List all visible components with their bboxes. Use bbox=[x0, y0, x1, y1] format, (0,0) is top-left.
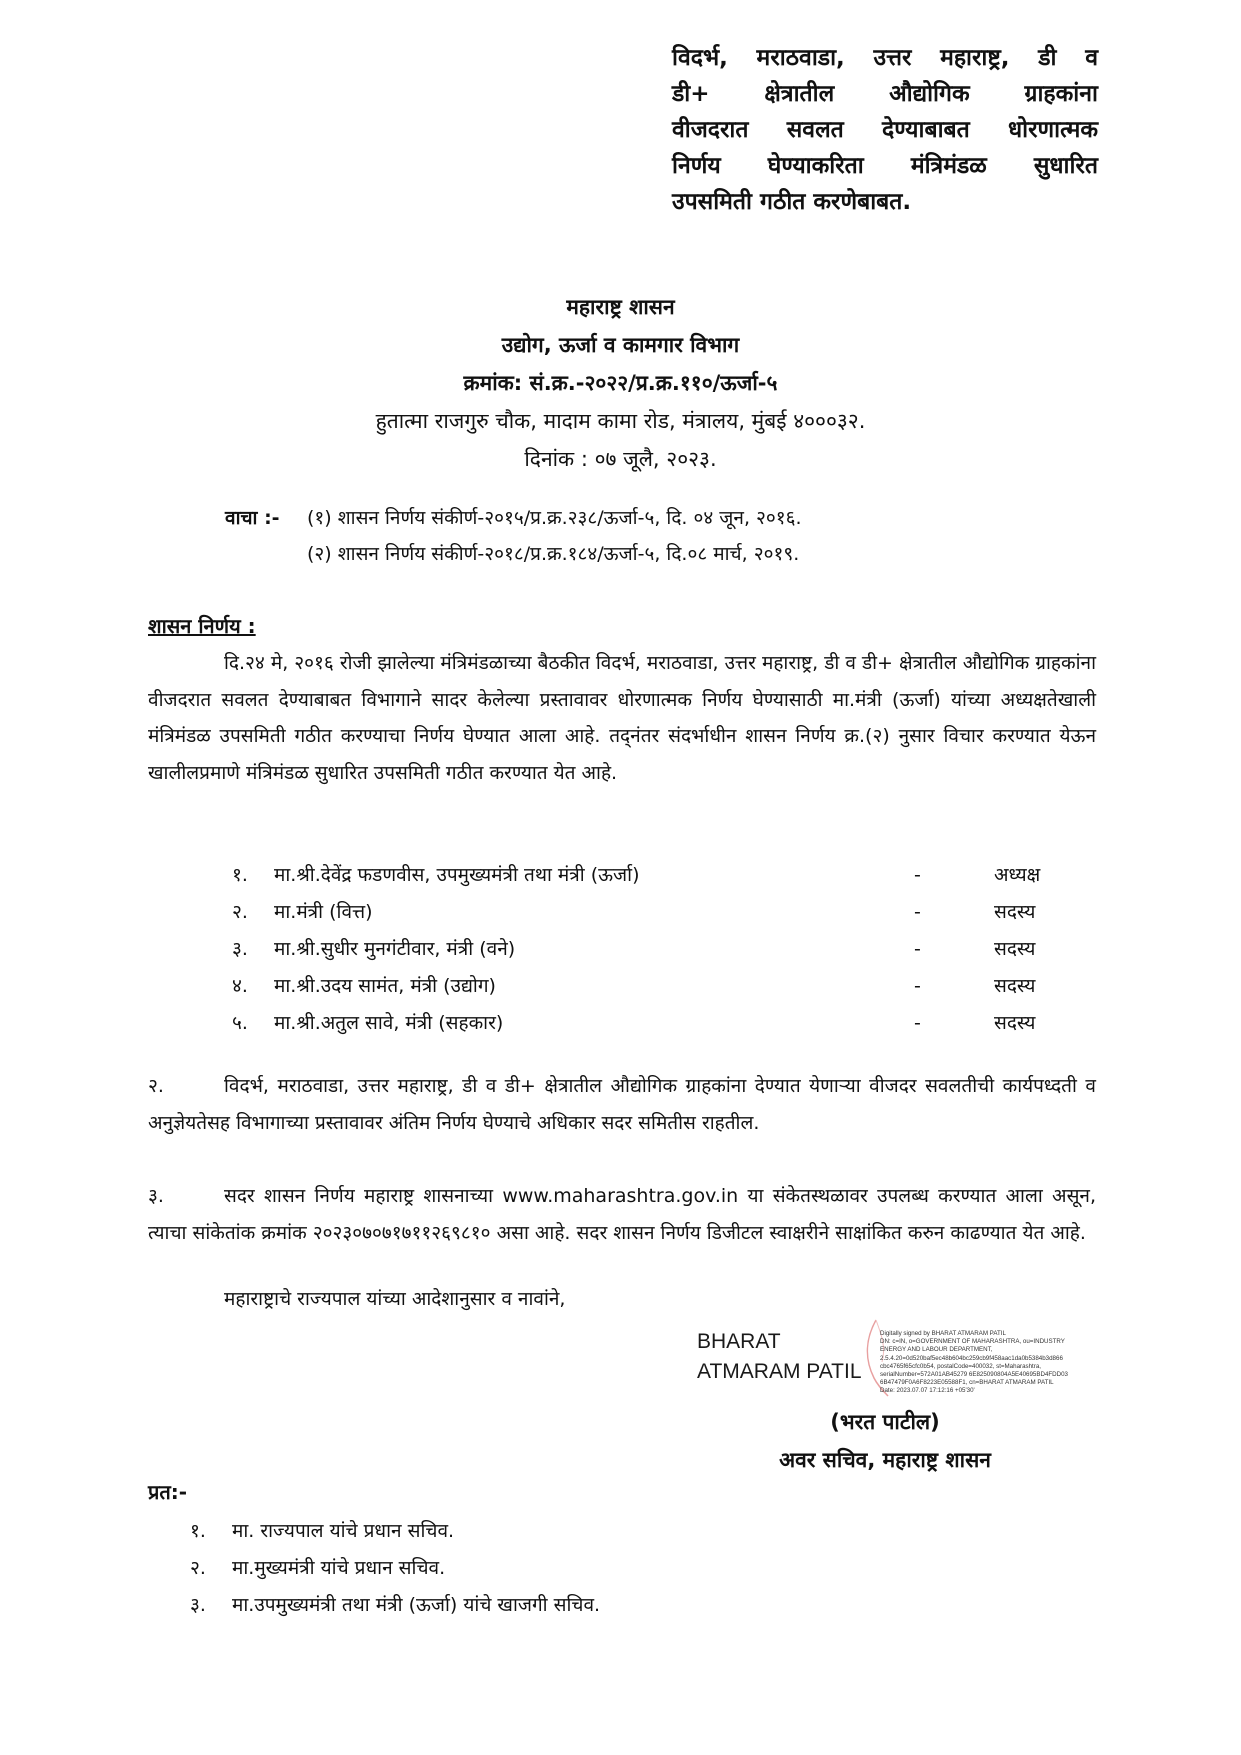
member-name: मा.मंत्री (वित्त) bbox=[274, 901, 373, 923]
member-role: सदस्य bbox=[994, 975, 1036, 997]
member-number: ४. bbox=[232, 975, 248, 997]
copy-to-text: मा. राज्यपाल यांचे प्रधान सचिव. bbox=[232, 1520, 455, 1542]
signature-detail-line: Date: 2023.07.07 17:12:16 +05'30' bbox=[880, 1387, 975, 1395]
department-name: उद्योग, ऊर्जा व कामगार विभाग bbox=[501, 333, 740, 357]
signatory-block bbox=[740, 1403, 1030, 1479]
member-dash: - bbox=[914, 864, 921, 886]
copy-to-number: १. bbox=[190, 1520, 206, 1542]
copy-to-number: २. bbox=[190, 1557, 206, 1579]
office-address: हुतात्मा राजगुरु चौक, मादाम कामा रोड, मंत्रालय, मुंबई ४०००३२. bbox=[375, 409, 866, 433]
decision-heading: शासन निर्णय : bbox=[148, 614, 256, 638]
decision-paragraph-1 bbox=[148, 645, 1096, 791]
subject-line: निर्णय घेण्याकरिता मंत्रिमंडळ सुधारित bbox=[672, 153, 1098, 179]
copy-to-item bbox=[190, 1513, 600, 1550]
member-row bbox=[232, 1005, 1092, 1042]
references-block bbox=[225, 500, 802, 572]
member-role: सदस्य bbox=[994, 1012, 1036, 1034]
member-name: मा.श्री.उदय सामंत, मंत्री (उद्योग) bbox=[274, 975, 496, 997]
paragraph-number: २. bbox=[148, 1075, 164, 1097]
signature-detail-line: 2.5.4.20=0d520baf5ec48b604bc259cb9f458aac1da0b5384b3d866 bbox=[880, 1354, 1063, 1362]
copy-to-text: मा.मुख्यमंत्री यांचे प्रधान सचिव. bbox=[232, 1557, 446, 1579]
government-name: महाराष्ट्र शासन bbox=[566, 295, 675, 319]
signatory-designation: अवर सचिव, महाराष्ट्र शासन bbox=[779, 1448, 991, 1472]
member-row bbox=[232, 968, 1092, 1005]
copy-to-text: मा.उपमुख्यमंत्री तथा मंत्री (ऊर्जा) यांचे खाजगी सचिव. bbox=[232, 1594, 601, 1616]
signature-detail-line: 6B47479F0A6F8223E05588F1, cn=BHARAT ATMARAM PATIL bbox=[880, 1379, 1054, 1387]
member-row bbox=[232, 894, 1092, 931]
signature-detail-line: ENERGY AND LABOUR DEPARTMENT, bbox=[880, 1346, 993, 1354]
paragraph-text: विदर्भ, मराठवाडा, उत्तर महाराष्ट्र, डी व डी+ क्षेत्रातील औद्योगिक ग्राहकांना देण्यात येणाऱ्या वीजदर सवलतीची कार्यपध्दती व अनुज्ञेयतेसह विभागाच्या प्रस्तावावर अंतिम निर्णय घेण्याचे अधिकार सदर समितीस राहतील. bbox=[148, 1075, 1096, 1134]
member-dash: - bbox=[914, 938, 921, 960]
committee-members-list bbox=[232, 857, 1092, 1042]
document-date: दिनांक : ०७ जूलै, २०२३. bbox=[524, 447, 717, 471]
member-role: सदस्य bbox=[994, 938, 1036, 960]
signature-detail-line: cbc4765f65cfc0b54, postalCode=400032, st=Maharashtra, bbox=[880, 1362, 1041, 1370]
copy-to-item bbox=[190, 1550, 600, 1587]
signer-name-line: BHARAT bbox=[697, 1330, 781, 1353]
reference-item: (१) शासन निर्णय संकीर्ण-२०१५/प्र.क्र.२३८/ऊर्जा-५, दि. ०४ जून, २०१६. bbox=[307, 507, 802, 529]
member-role: सदस्य bbox=[994, 901, 1036, 923]
member-name: मा.श्री.अतुल सावे, मंत्री (सहकार) bbox=[274, 1012, 504, 1034]
signer-name-line: ATMARAM PATIL bbox=[697, 1360, 862, 1383]
subject-line: विदर्भ, मराठवाडा, उत्तर महाराष्ट्र, डी व bbox=[672, 45, 1098, 71]
paragraph-number: ३. bbox=[148, 1185, 164, 1207]
digital-signature-details bbox=[880, 1330, 1080, 1396]
subject-line: डी+ क्षेत्रातील औद्योगिक ग्राहकांना bbox=[672, 81, 1098, 107]
digital-signature-name bbox=[697, 1327, 862, 1387]
subject-line: उपसमिती गठीत करणेबाबत. bbox=[672, 189, 912, 215]
reference-item: (२) शासन निर्णय संकीर्ण-२०१८/प्र.क्र.१८४/ऊर्जा-५, दि.०८ मार्च, २०१९. bbox=[307, 543, 800, 565]
decision-paragraph-3 bbox=[148, 1178, 1096, 1251]
copy-to-number: ३. bbox=[190, 1594, 206, 1616]
decision-paragraph-2 bbox=[148, 1068, 1096, 1141]
member-dash: - bbox=[914, 901, 921, 923]
copy-to-heading: प्रत:- bbox=[148, 1480, 188, 1504]
member-role: अध्यक्ष bbox=[994, 864, 1041, 886]
member-name: मा.श्री.देवेंद्र फडणवीस, उपमुख्यमंत्री तथा मंत्री (ऊर्जा) bbox=[274, 864, 640, 886]
subject-block bbox=[672, 40, 1098, 220]
references-label: वाचा :- bbox=[225, 507, 280, 529]
member-number: २. bbox=[232, 901, 248, 923]
signatory-name: (भरत पाटील) bbox=[830, 1410, 940, 1434]
member-name: मा.श्री.सुधीर मुनगंटीवार, मंत्री (वने) bbox=[274, 938, 516, 960]
document-header bbox=[0, 288, 1241, 478]
copy-to-list bbox=[190, 1513, 600, 1624]
member-dash: - bbox=[914, 1012, 921, 1034]
member-number: ५. bbox=[232, 1012, 248, 1034]
member-row bbox=[232, 857, 1092, 894]
closing-line: महाराष्ट्राचे राज्यपाल यांच्या आदेशानुसार व नावांने, bbox=[224, 1288, 566, 1310]
paragraph-text: दि.२४ मे, २०१६ रोजी झालेल्या मंत्रिमंडळाच्या बैठकीत विदर्भ, मराठवाडा, उत्तर महाराष्ट्र, डी व डी+ क्षेत्रातील औद्योगिक ग्राहकांना वीजदरात सवलत देण्याबाबत विभागाने सादर केलेल्या प्रस्तावावर धोरणात्मक निर्णय घेण्यासाठी मा.मंत्री (ऊर्जा) यांच्या अध्यक्षतेखाली मंत्रिमंडळ उपसमिती गठीत करण्याचा निर्णय घेण्यात आला आहे. तद्नंतर संदर्भाधीन शासन निर्णय क्र.(२) नुसार विचार करण्यात येऊन खालीलप्रमाणे मंत्रिमंडळ सुधारित उपसमिती गठीत करण्यात येत आहे. bbox=[148, 652, 1096, 784]
member-number: १. bbox=[232, 864, 248, 886]
reference-number: क्रमांक: सं.क्र.-२०२२/प्र.क्र.११०/ऊर्जा-५ bbox=[463, 371, 778, 395]
copy-to-item bbox=[190, 1587, 600, 1624]
signature-detail-line: Digitally signed by BHARAT ATMARAM PATIL bbox=[880, 1330, 1006, 1337]
subject-line: वीजदरात सवलत देण्याबाबत धोरणात्मक bbox=[672, 117, 1098, 143]
member-number: ३. bbox=[232, 938, 248, 960]
member-row bbox=[232, 931, 1092, 968]
member-dash: - bbox=[914, 975, 921, 997]
signature-detail-line: DN: c=IN, o=GOVERNMENT OF MAHARASHTRA, ou=INDUSTRY bbox=[880, 1338, 1065, 1346]
signature-detail-line: serialNumber=572A01AB45279 6E825090804A5E40695BD4FDD03 bbox=[880, 1371, 1068, 1379]
paragraph-text: सदर शासन निर्णय महाराष्ट्र शासनाच्या www.maharashtra.gov.in या संकेतस्थळावर उपलब्ध करण्यात आला असून, त्याचा सांकेतांक क्रमांक २०२३०७०७१७११२६९८१० असा आहे. सदर शासन निर्णय डिजीटल स्वाक्षरीने साक्षांकित करुन काढण्यात येत आहे. bbox=[148, 1185, 1096, 1244]
